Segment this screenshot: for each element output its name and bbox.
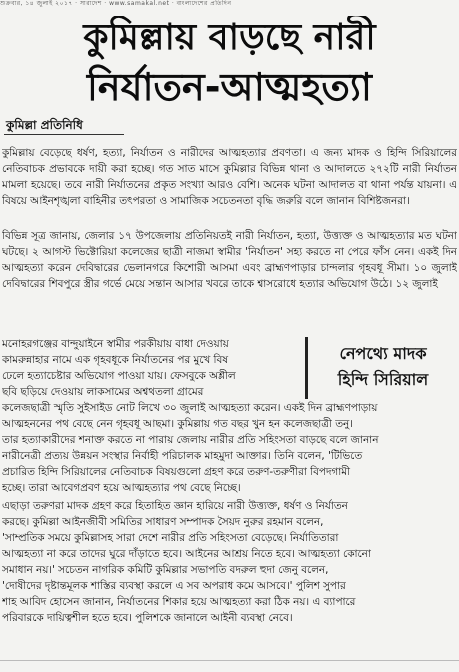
paragraph-2: বিভিন্ন সূত্র জানায়, জেলার ১৭ উপজেলায় প্রতিনিয়তই নারী নির্যাতন, হত্যা, উত্ত্যক্ত ও আত্মহত্যার মত ঘটনা ঘটছে। ২ আগস্ট ভিক্টোরিয়া কলেজের ছাত্রী নাজমা স্বামীর 'নির্যাতন' সহ্য করতে না পেরে ফাঁস নেন। একই দিন আত্মহত্যা করেন দেবিদ্বারের ভেলানগরে কিশোরী আসমা এবং ব্রাহ্মণপাড়ার চান্দলার গৃহবধূ সীমা। ১০ জুলাই দেবিদ্বারের শিবপুরে স্ত্রীর গর্ভে মেয়ে সন্তান আসার খবরে তাকে শ্বাসরোধে হত্যার অভিযোগ উঠে। ১২ জুলাই <box>2 230 457 290</box>
body-line: 'দোষীদের দৃষ্টান্তমূলক শাস্তির ব্যবস্থা করলে এ সব অপরাধ কমে আসবে।' পুলিশ সুপার <box>2 580 346 592</box>
wrapped-line: মনোহরগঞ্জের বান্দুয়াইনে স্বামীর পরকীয়ায় বাধা দেওয়ায় <box>2 338 229 350</box>
pull-quote-line-1: নেপথ্যে মাদক <box>339 344 427 363</box>
body-line: নারীনেত্রী প্রত্যয় উন্নয়ন সংস্থার নির্বাহী পরিচালক মাহমুদা আক্তার। তিনি বলেন, 'টিভিতে <box>2 450 363 462</box>
body-line: তার হত্যাকারীদের শনাক্ত করতে না পারায় জেলায় নারীর প্রতি সহিংসতা বাড়ছে বলে জানান <box>2 434 379 446</box>
body-line: কলেজছাত্রী স্মৃতি সুইসাইড নোট লিখে ৩০ জুলাই আত্মহত্যা করেন। একই দিন ব্রাহ্মণপাড়ায় <box>2 402 378 414</box>
body-line: সমাধান নয়।' সচেতন নাগরিক কমিটি কুমিল্লার সভাপতি বদরুল হুদা জেনু বলেন, <box>2 564 329 576</box>
page-header-strip: শুক্রবার, ১৪ জুলাই ২০১৭ · সারাদেশ · www.samakal.net · বাংলাদেশের প্রতিদিন <box>0 0 232 7</box>
wrapped-line: ছবি ছড়িয়ে দেওয়ায় লাকসামের অশ্বথতলা গ্রামের <box>2 386 204 398</box>
body-line: করছে। কুমিল্লা আইনজীবী সমিতির সাধারণ সম্পাদক সৈয়দ নুরুর রহমান বলেন, <box>2 516 324 528</box>
body-line: আত্মহত্যা না করে তাদের ঘুরে দাঁড়াতে হবে। আইনের আশ্রয় নিতে হবে। আত্মহত্যা কোনো <box>2 548 371 560</box>
pull-quote-line-2: হিন্দি সিরিয়াল <box>337 370 429 389</box>
wrapped-line: ঢেলে হত্যাচেষ্টার অভিযোগ পাওয়া যায়। ফেসবুকে অশ্লীল <box>2 370 236 382</box>
body-line: পরিবারকে দায়িত্বশীল হতে হবে। পুলিশকে জানালে আইনী ব্যবস্থা নেবে। <box>2 612 293 624</box>
body-line: হচ্ছে। তারা আবেগপ্রবণ হয়ে আত্মহত্যার পথ বেছে নিচ্ছে। <box>2 482 241 494</box>
body-line: প্রচারিত হিন্দি সিরিয়ালের নেতিবাচক বিষয়গুলো গ্রহণ করে তরুণ-তরুণীরা বিপদগামী <box>2 466 350 478</box>
headline-line-2: নির্যাতন-আত্মহত্যা <box>87 65 372 109</box>
wrapped-line: কামরুন্নাহার নামে এক গৃহবধূকে নির্যাতনের পর মুখে বিষ <box>2 354 229 366</box>
body-line: আত্মহননের পথ বেছে নেন গৃহবধূ আছমা। কুমিল্লায় গত বছর খুন হন কলেজছাত্রী তনু। <box>2 418 353 430</box>
paragraph-1: কুমিল্লায় বেড়েছে ধর্ষণ, হত্যা, নির্যাতন ও নারীদের আত্মহত্যার প্রবণতা। এ জন্য মাদক ও হিন্দি সিরিয়ালের নেতিবাচক প্রভাবকে দায়ী করা হচ্ছে। গত সাত মাসে কুমিল্লার বিভিন্ন থানা ও আদালতে ২৭২টি নারী নির্যাতন মামলা হয়েছে। তবে নারী নির্যাতনের প্রকৃত সংখ্যা আরও বেশি। অনেক ঘটনা আদালত বা থানা পর্যন্ত যায়না। এ বিষয়ে আইনশৃঙ্খলা বাহিনীর তৎপরতা ও সামাজিক সচেতনতা বৃদ্ধি জরুরি বলে জানান বিশিষ্টজনরা। <box>2 147 457 207</box>
body-line: 'সাম্প্রতিক সময়ে কুমিল্লাসহ সারা দেশে নারীর প্রতি সহিংসতা বেড়েছে। নির্যাতিতারা <box>2 532 339 544</box>
body-line: এছাড়া তরুণরা মাদক গ্রহণ করে হিতাহিত জ্ঞান হারিয়ে নারী উত্ত্যক্ত, ধর্ষণ ও নির্যাতন <box>2 500 348 512</box>
bottom-edge-rule <box>0 660 459 661</box>
byline: কুমিল্লা প্রতিনিধি <box>6 118 83 132</box>
pull-quote <box>305 337 458 399</box>
body-line: শাহ আবিদ হোসেন জানান, নির্যাতনের শিকার হয়ে আত্মহত্যা করা ঠিক নয়। এ ব্যাপারে <box>2 596 356 608</box>
headline-line-1: কুমিল্লায় বাড়ছে নারী <box>83 17 376 58</box>
byline-underline <box>4 134 124 135</box>
